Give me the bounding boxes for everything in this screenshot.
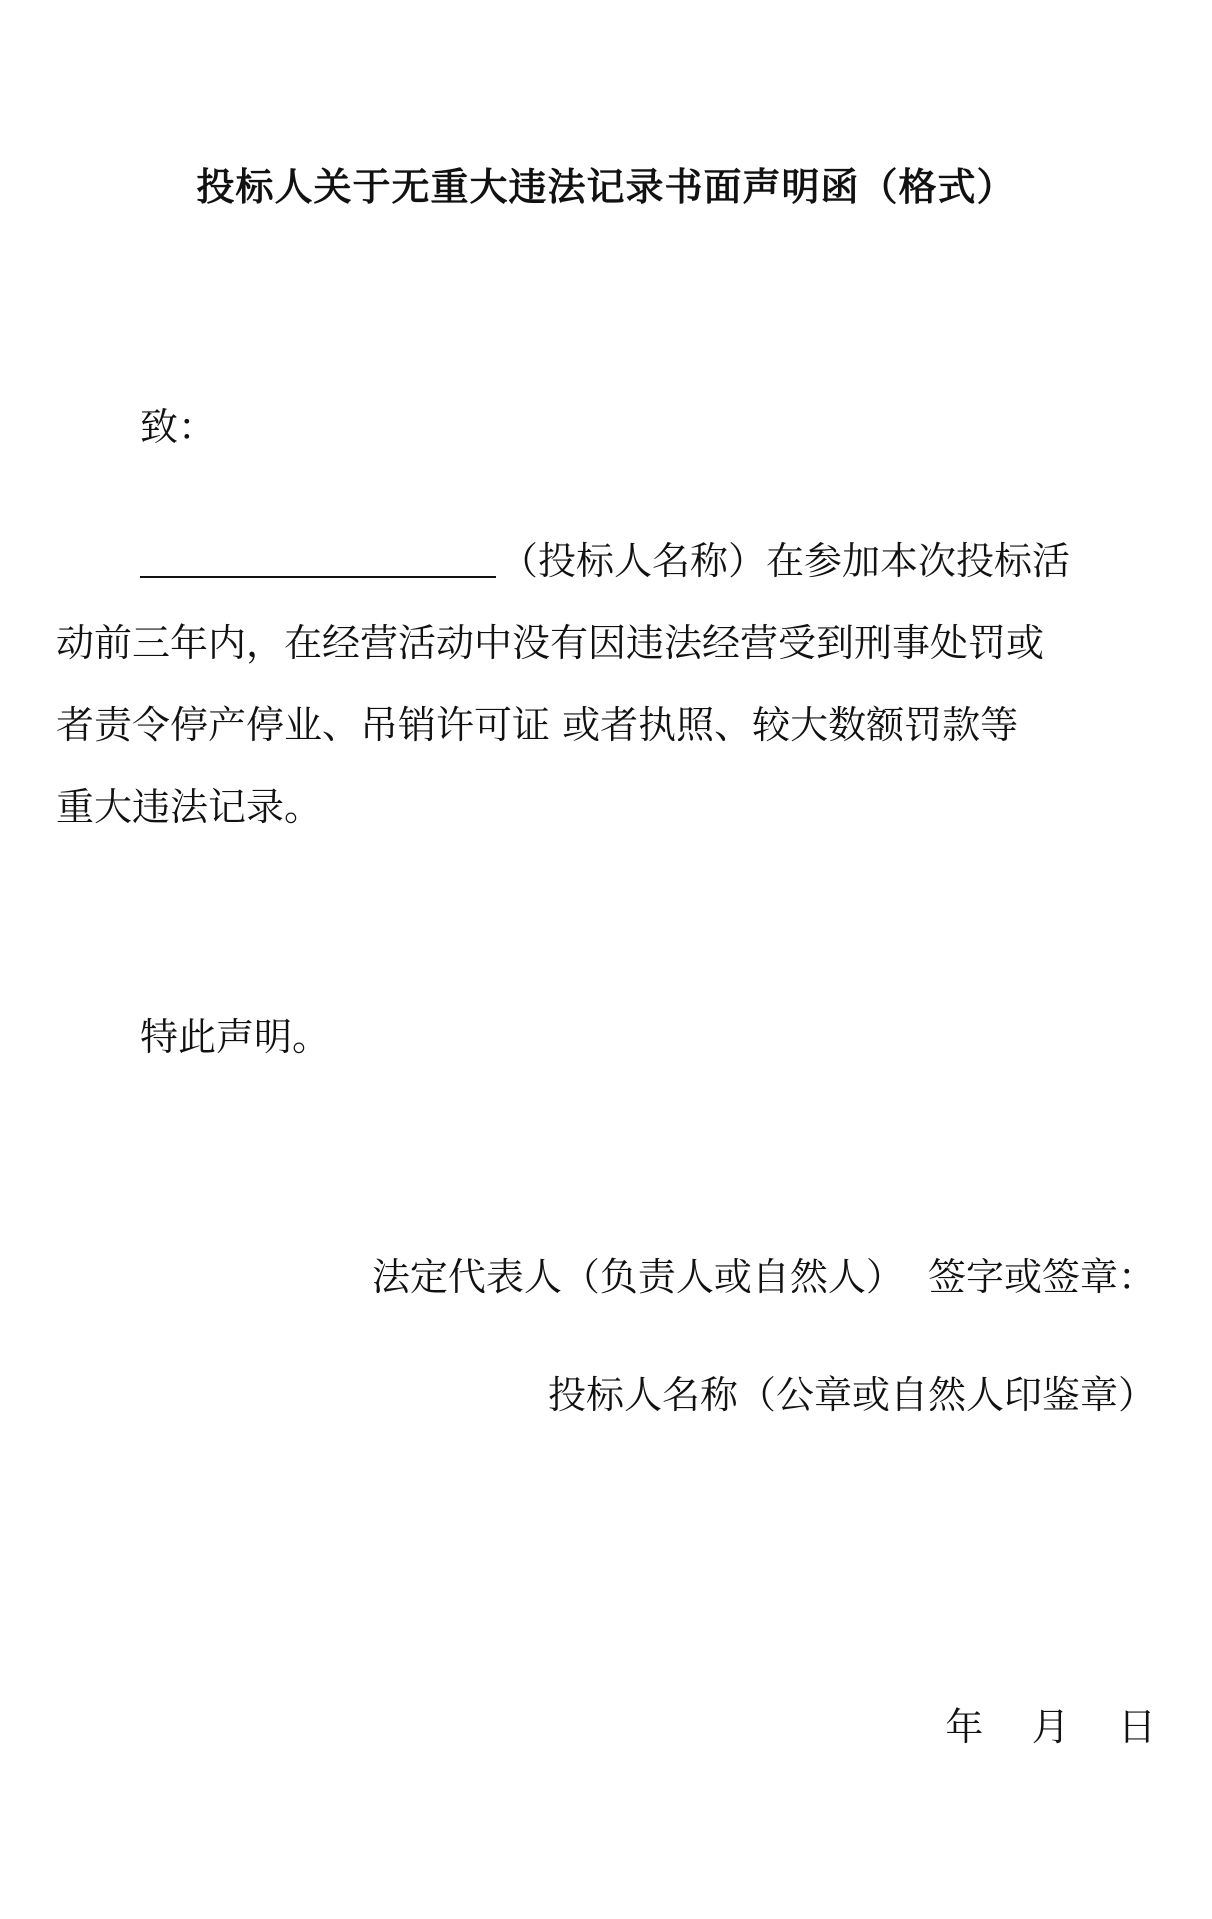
seal-label: 投标人名称（公章或自然人印鉴章） [547,1373,1156,1417]
paragraph-line-1 [56,520,1156,602]
paragraph-line-1-text: （投标人名称）在参加本次投标活 [500,539,1071,583]
closing-statement: 特此声明。 [140,1015,331,1059]
paragraph-line-3: 者责令停产停业、吊销许可证 或者执照、较大数额罚款等 [56,703,1019,747]
declaration-paragraph [56,520,1156,848]
date-label: 年 月 日 [945,1705,1156,1749]
paragraph-line-2: 动前三年内，在经营活动中没有因违法经营受到刑事处罚或 [56,621,1045,665]
signature-label: 法定代表人（负责人或自然人） 签字或签章： [371,1255,1156,1299]
bidder-name-blank[interactable] [140,536,496,578]
salutation: 致： [140,405,217,449]
document-title: 投标人关于无重大违法记录书面声明函（格式） [196,164,1016,209]
paragraph-line-4: 重大违法记录。 [56,785,323,829]
